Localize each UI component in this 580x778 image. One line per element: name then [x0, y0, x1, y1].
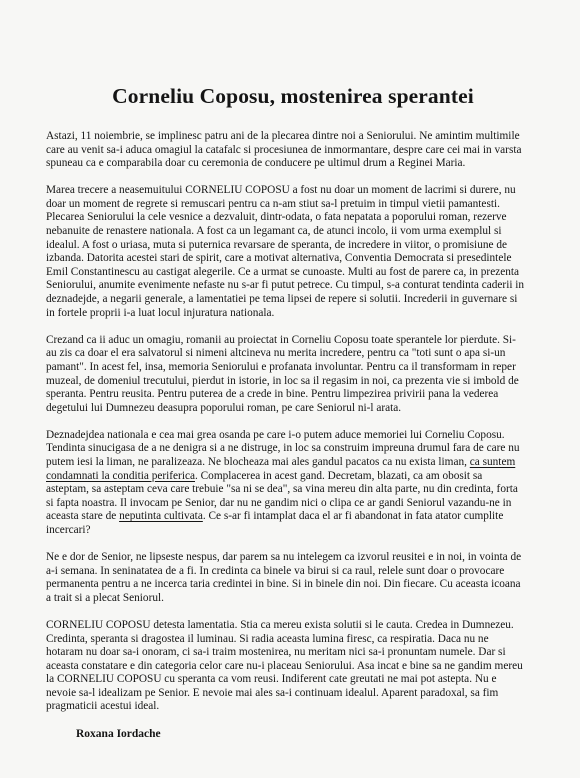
- text-line: pamant". In acest fel, insa, memoria Seniorului e profanata involuntar. Pentru ca il transformam in reper: [46, 360, 516, 373]
- underlined-phrase: neputinta cultivata: [119, 510, 203, 523]
- text-run: putem iesi la liman, ne paralizeaza. Ne blocheaza mai ales gandul pacatos ca nu exista liman,: [46, 455, 470, 468]
- text-line: idealul. A fost o uriasa, muta si puternica revarsare de speranta, de incredere in viitor, o promisiune de: [46, 238, 507, 251]
- text-line: in fortele proprii i-a luat locul injuratura nationala.: [46, 306, 275, 319]
- text-line: a trait si a plecat Seniorul.: [46, 591, 164, 604]
- text-line: a-i semana. In seninatatea de a fi. In credinta ca binele va birui si ca raul, relele sunt doar o provocare: [46, 564, 505, 577]
- underlined-phrase: condamnati la conditia periferica: [46, 469, 195, 482]
- underlined-phrase: ca suntem: [469, 455, 516, 468]
- author-signature: Roxana Iordache: [76, 727, 161, 740]
- text-line: [46, 456, 540, 470]
- text-line: Marea trecere a neasemuitului CORNELIU COPOSU a fost nu doar un moment de lacrimi si durere, nu: [46, 184, 516, 197]
- text-line: degetului lui Dumnezeu deasupra poporului roman, pe care Seniorul ni-l arata.: [46, 401, 402, 414]
- text-line: asteptam, sa asteptam ceva care trebuie "sa ni se dea", sa vina mereu din alta parte, nu din credinta, forta: [46, 483, 518, 496]
- text-line: Emil Constantinescu au castigat alegerile. Ce a urmat se cunoaste. Multi au fost de parere ca, in prezenta: [46, 265, 520, 278]
- text-line: pragmaticii acestui ideal.: [46, 700, 160, 713]
- paragraph-1: [46, 130, 540, 171]
- text-line: spuneau ca e comparabila doar cu ceremonia de conducere pe ultimul drum a Reginei Maria.: [46, 157, 466, 170]
- text-line: nebanuite de renastere nationala. A fost ca un legamant ca, de atunci incolo, ii vom urma exemplul si: [46, 225, 502, 238]
- text-run: aceasta stare de: [46, 510, 120, 523]
- paragraph-3: [46, 334, 540, 416]
- text-line: izbanda. Datorita acestei stari de spirit, care a motivat alternativa, Conventia Democrata si presedintele: [46, 252, 512, 265]
- article-title: Corneliu Coposu, mostenirea sperantei: [112, 84, 474, 108]
- text-run: . Complacerea in acest gand. Decretam, blazati, ca am obosit sa: [194, 469, 483, 482]
- paragraph-5: [46, 551, 540, 605]
- text-line: speranta. Pentru reusita. Pentru puterea de a crede in bine. Pentru limpezirea privirii pana la vederea: [46, 388, 499, 401]
- text-line: Seniorului, anumite evenimente nefaste nu s-ar fi putut petrece. Cu timpul, s-a conturat tendinta caderii in: [46, 279, 525, 292]
- text-line: Astazi, 11 noiembrie, se implinesc patru ani de la plecarea dintre noi a Seniorului. Ne amintim multimile: [46, 130, 520, 142]
- text-line: Plecarea Seniorului la cele vesnice a dezvaluit, dintr-odata, o fata nepatata a poporului roman, rezerve: [46, 211, 507, 224]
- text-run: . Ce s-ar fi intamplat daca el ar fi abandonat in fata atator cumplite: [202, 510, 504, 523]
- text-line: doar un moment de regrete si remuscari pentru ca n-am stiut sa-l pretuim in timpul vietii pamantesti.: [46, 197, 500, 210]
- text-line: si fapta noastra. Il invocam pe Senior, dar nu ne gandim nici o clipa ce ar gandi Seniorul vazandu-ne in: [46, 496, 512, 509]
- paragraph-2: [46, 184, 540, 320]
- text-line: [46, 510, 540, 524]
- text-line: Deznadejdea nationala e cea mai grea osanda pe care i-o putem aduce memoriei lui Corneliu Coposu.: [46, 428, 505, 441]
- text-line: [46, 470, 540, 484]
- text-line: CORNELIU COPOSU detesta lamentatia. Stia ca mereu exista solutii si le cauta. Credea in Dumnezeu.: [46, 618, 514, 631]
- text-line: la CORNELIU COPOSU cu speranta ca vom reusi. Indiferent cate greutati ne mai pot astepta. Nu e: [46, 673, 497, 686]
- text-line: nevoie sa-l idealizam pe Senior. E nevoie mai ales sa-i continuam idealul. Aparent paradoxal, sa fim: [46, 686, 499, 699]
- text-line: muzeal, de domeniul trecutului, pierdut in istorie, in loc sa il regasim in noi, ca prezenta vie si imbold de: [46, 374, 519, 387]
- paragraph-6: [46, 619, 540, 714]
- text-line: care au venit sa-i aduca omagiul la catafalc si procesiunea de inmormantare, despre care cei mai in varsta: [46, 143, 522, 156]
- text-line: Crezand ca ii aduc un omagiu, romanii au proiectat in Corneliu Coposu toate sperantele lor pierdute. Si-: [46, 333, 516, 346]
- text-line: deznadejde, a negarii generale, a lamentatiei pe tema lipsei de repere si solutii. Increderii in guvernare si: [46, 293, 518, 306]
- text-line: Tendinta sinucigasa de a ne denigra si a ne distruge, in loc sa construim impreuna drumul fara de care nu: [46, 442, 520, 455]
- text-line: incercari?: [46, 523, 91, 536]
- text-line: au zis ca doar el era salvatorul si nimeni altcineva nu merita incredere, pentru ca "toti sunt o apa si-un: [46, 347, 506, 360]
- text-line: Credinta, speranta si dragostea il luminau. Si radia aceasta lumina firesc, ca respiratia. Daca nu ne: [46, 632, 489, 645]
- paragraph-4: [46, 429, 540, 538]
- text-line: permanenta pentru a ne incerca taria credintei in bine. Si in binele din noi. Din fiecare. Cu aceasta icoana: [46, 578, 521, 591]
- text-line: aceasta constatare e din categoria celor care nu-i placeau Seniorului. Asa incat e bine sa ne gandim mereu: [46, 659, 523, 672]
- text-line: hotaram nu doar sa-i onoram, ci sa-i traim mostenirea, nu meritam nici sa-i pronuntam numele. Dar si: [46, 646, 506, 659]
- text-line: Ne e dor de Senior, ne lipseste nespus, dar parem sa nu intelegem ca izvorul reusitei e in noi, in vointa de: [46, 551, 522, 564]
